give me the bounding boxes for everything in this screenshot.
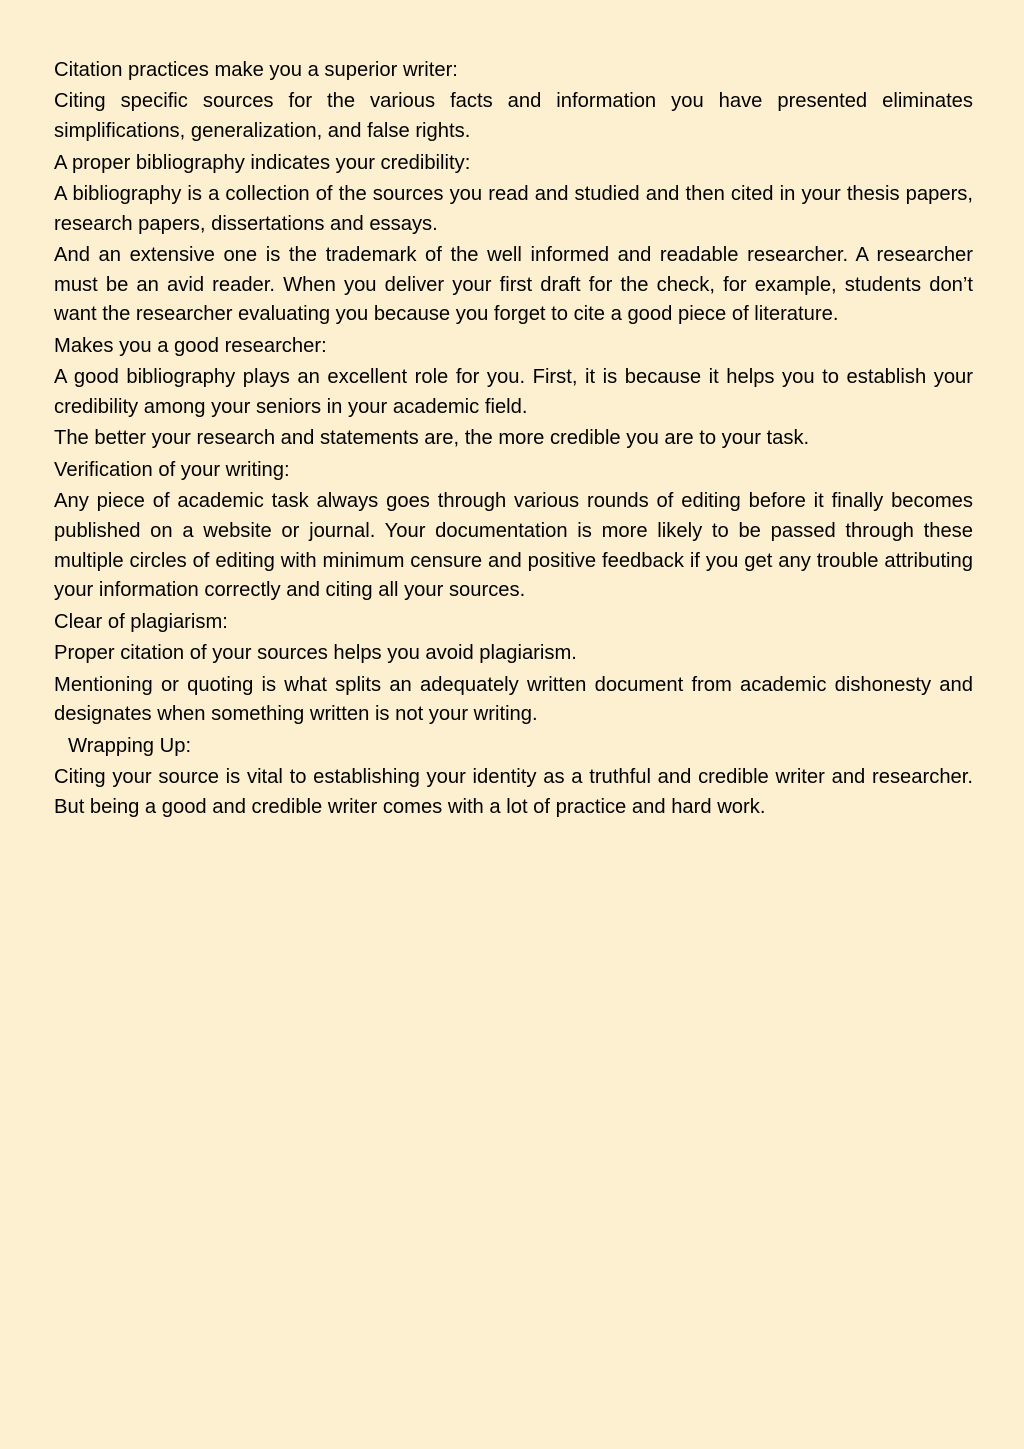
paragraph-academic-editing: Any piece of academic task always goes through various rounds of editing before it finally becomes published on a website or journal. Your documentation is more likely to be passed through these multiple circles of editing with minimum censure and positive feedback if you get any trouble attributing your information correctly and citing all your sources. <box>54 490 973 602</box>
paragraph-citing-sources: Citing specific sources for the various facts and information you have presented eliminates simplifications, generalization, and false rights. <box>54 90 973 143</box>
section-heading-bibliography-credibility: A proper bibliography indicates your credibility: <box>54 151 471 174</box>
section-heading-plagiarism: Clear of plagiarism: <box>54 610 228 633</box>
section-heading-citation-practices: Citation practices make you a superior writer: <box>54 59 458 81</box>
paragraph-bibliography-definition: A bibliography is a collection of the sources you read and studied and then cited in your thesis papers, research papers, dissertations and essays. <box>54 183 973 235</box>
section-heading-verification: Verification of your writing: <box>54 458 290 481</box>
paragraph-mentioning-quoting: Mentioning or quoting is what splits an adequately written document from academic dishonesty and designates when something written is not your writing. <box>54 673 973 726</box>
section-heading-good-researcher: Makes you a good researcher: <box>54 334 327 357</box>
section-heading-wrapping-up: Wrapping Up: <box>68 734 192 757</box>
paragraph-better-research: The better your research and statements are, the more credible you are to your task. <box>54 427 810 450</box>
paragraph-avoid-plagiarism: Proper citation of your sources helps you avoid plagiarism. <box>54 642 577 665</box>
paragraph-good-bibliography: A good bibliography plays an excellent role for you. First, it is because it helps you to establish your credibility among your seniors in your academic field. <box>54 366 973 418</box>
paragraph-conclusion: Citing your source is vital to establishing your identity as a truthful and credible writer and researcher. But being a good and credible writer comes with a lot of practice and hard work. <box>54 766 973 818</box>
document-page <box>54 56 973 824</box>
paragraph-extensive-bibliography: And an extensive one is the trademark of the well informed and readable researcher. A researcher must be an avid reader. When you deliver your first draft for the check, for example, students don’t want the researcher evaluating you because you forget to cite a good piece of literature. <box>54 244 973 326</box>
